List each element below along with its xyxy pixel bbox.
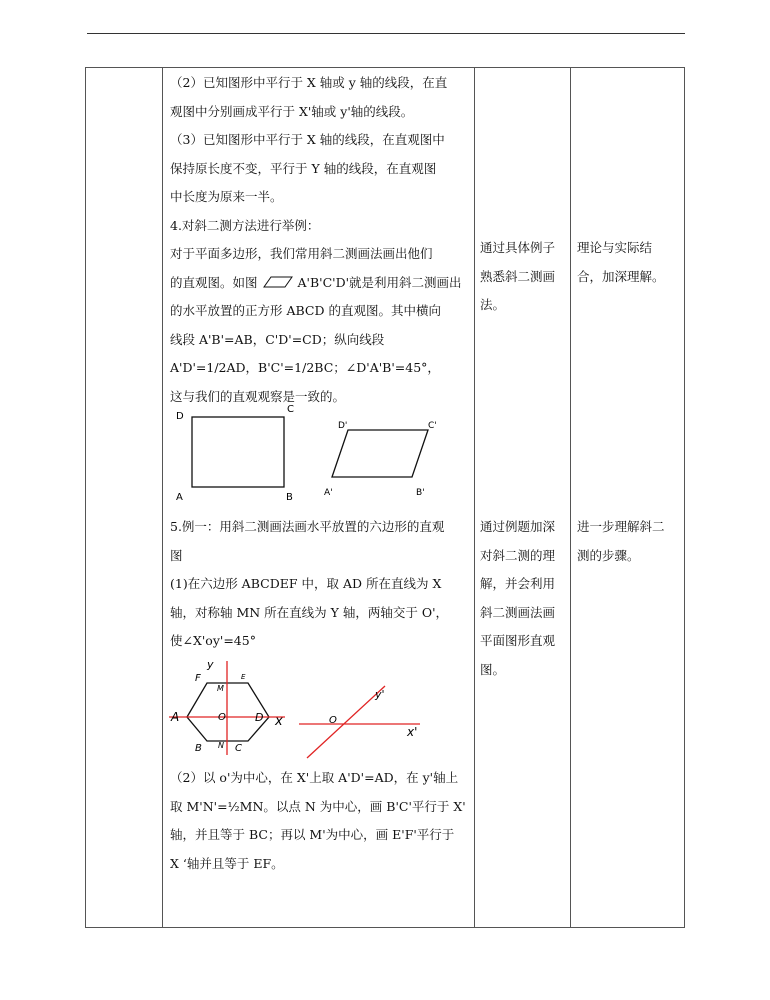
text-line: 的水平放置的正方形 ABCD 的直观图。其中横向: [170, 303, 441, 318]
square-shape: [192, 417, 284, 487]
column-divider-3: [570, 68, 571, 927]
label-A: A: [176, 492, 183, 503]
activity-row2: [480, 513, 570, 684]
label-A: A: [171, 710, 180, 724]
text-line: 轴，并且等于 BC；再以 M'为中心，画 E'F'平行于: [170, 827, 455, 842]
label-A-prime: A': [324, 488, 333, 498]
text-line: 图: [170, 547, 183, 563]
text-line: (1)在六边形 ABCDEF 中，取 AD 所在直线为 X: [170, 576, 442, 591]
text-line: 进一步理解斜二: [577, 519, 665, 534]
label-F: F: [195, 673, 201, 684]
label-B-prime: B': [416, 488, 425, 498]
example-block: [170, 513, 470, 656]
label-D-prime: D': [338, 421, 348, 431]
text-line-inline-figure: [170, 269, 470, 298]
text-line: X ‘轴并且等于 EF。: [170, 855, 284, 871]
text-line: 对于平面多边形，我们常用斜二测画法画出他们: [170, 246, 433, 261]
text-line: 轴，对称轴 MN 所在直线为 Y 轴，两轴交于 O'，: [170, 604, 449, 620]
text-line: 4.对斜二测方法进行举例：: [170, 217, 320, 233]
label-x: x: [275, 714, 283, 729]
text-line: 平面图形直观: [480, 633, 556, 648]
oblique-axes-figure: [295, 680, 425, 760]
label-C: C: [287, 404, 294, 415]
inline-parallelogram-icon: [262, 275, 294, 289]
label-D: D: [176, 411, 184, 422]
y-prime-axis: [307, 686, 385, 758]
text-line: 使∠X'oy'=45°: [170, 633, 256, 648]
label-D: D: [255, 711, 264, 724]
parallelogram-figure: [320, 415, 455, 505]
column-divider-2: [474, 68, 475, 927]
square-figure: [170, 400, 310, 505]
text-line: （2）已知图形中平行于 X 轴或 y 轴的线段，在直: [170, 75, 448, 90]
text-line: 中长度为原来一半。: [170, 189, 283, 204]
label-y-prime: y': [375, 688, 385, 701]
text-line: 测的步骤。: [577, 547, 640, 563]
text-line: （2）以 o'为中心，在 X'上取 A'D'=AD，在 y'轴上: [170, 770, 459, 785]
text-line: 保持原长度不变，平行于 Y 轴的线段，在直观图: [170, 160, 437, 176]
text-line: 取 M'N'=½MN。以点 N 为中心，画 B'C'平行于 X': [170, 798, 466, 814]
text-line: 法。: [480, 297, 506, 312]
text-line: 理论与实际结: [577, 240, 653, 255]
text-line: 图。: [480, 661, 506, 677]
inline-text-pre: 的直观图。如图: [170, 274, 258, 290]
label-E: E: [241, 673, 246, 681]
purpose-row1: [577, 234, 681, 291]
label-B: B: [195, 743, 202, 754]
text-line: 通过具体例子: [480, 240, 556, 255]
label-y: y: [207, 658, 214, 671]
label-M: M: [217, 684, 224, 693]
step2-block: [170, 764, 470, 878]
text-line: 斜二测画法画: [480, 604, 556, 620]
label-C: C: [235, 743, 242, 754]
header-rule: [87, 33, 685, 34]
hexagon-figure: [165, 655, 295, 755]
text-line: 这与我们的直观观察是一致的。: [170, 388, 346, 404]
label-N: N: [218, 741, 224, 750]
label-O: O: [329, 715, 337, 726]
label-O: O: [218, 712, 226, 723]
purpose-row2: [577, 513, 681, 570]
text-line: 5.例一：用斜二测画法画水平放置的六边形的直观: [170, 519, 445, 534]
text-line: 通过例题加深: [480, 519, 556, 534]
text-line: 合，加深理解。: [577, 268, 665, 284]
inline-text-post: A'B'C'D'就是利用斜二测画出: [297, 274, 462, 290]
parallelogram-shape: [332, 430, 428, 477]
text-line: 对斜二测的理: [480, 547, 556, 563]
label-C-prime: C': [428, 421, 437, 431]
text-line: A'D'=1/2AD，B'C'=1/2BC；∠D'A'B'=45°，: [170, 360, 440, 375]
content-block-1: [170, 69, 470, 411]
label-x-prime: x': [407, 725, 418, 739]
text-line: 解，并会利用: [480, 576, 556, 591]
text-line: 熟悉斜二测画: [480, 268, 556, 284]
column-divider-1: [162, 68, 163, 927]
activity-row1: [480, 234, 570, 320]
text-line: 观图中分别画成平行于 X'轴或 y'轴的线段。: [170, 103, 414, 119]
text-line: 线段 A'B'=AB，C'D'=CD；纵向线段: [170, 331, 385, 347]
label-B: B: [286, 492, 293, 503]
text-line: （3）已知图形中平行于 X 轴的线段，在直观图中: [170, 132, 445, 147]
